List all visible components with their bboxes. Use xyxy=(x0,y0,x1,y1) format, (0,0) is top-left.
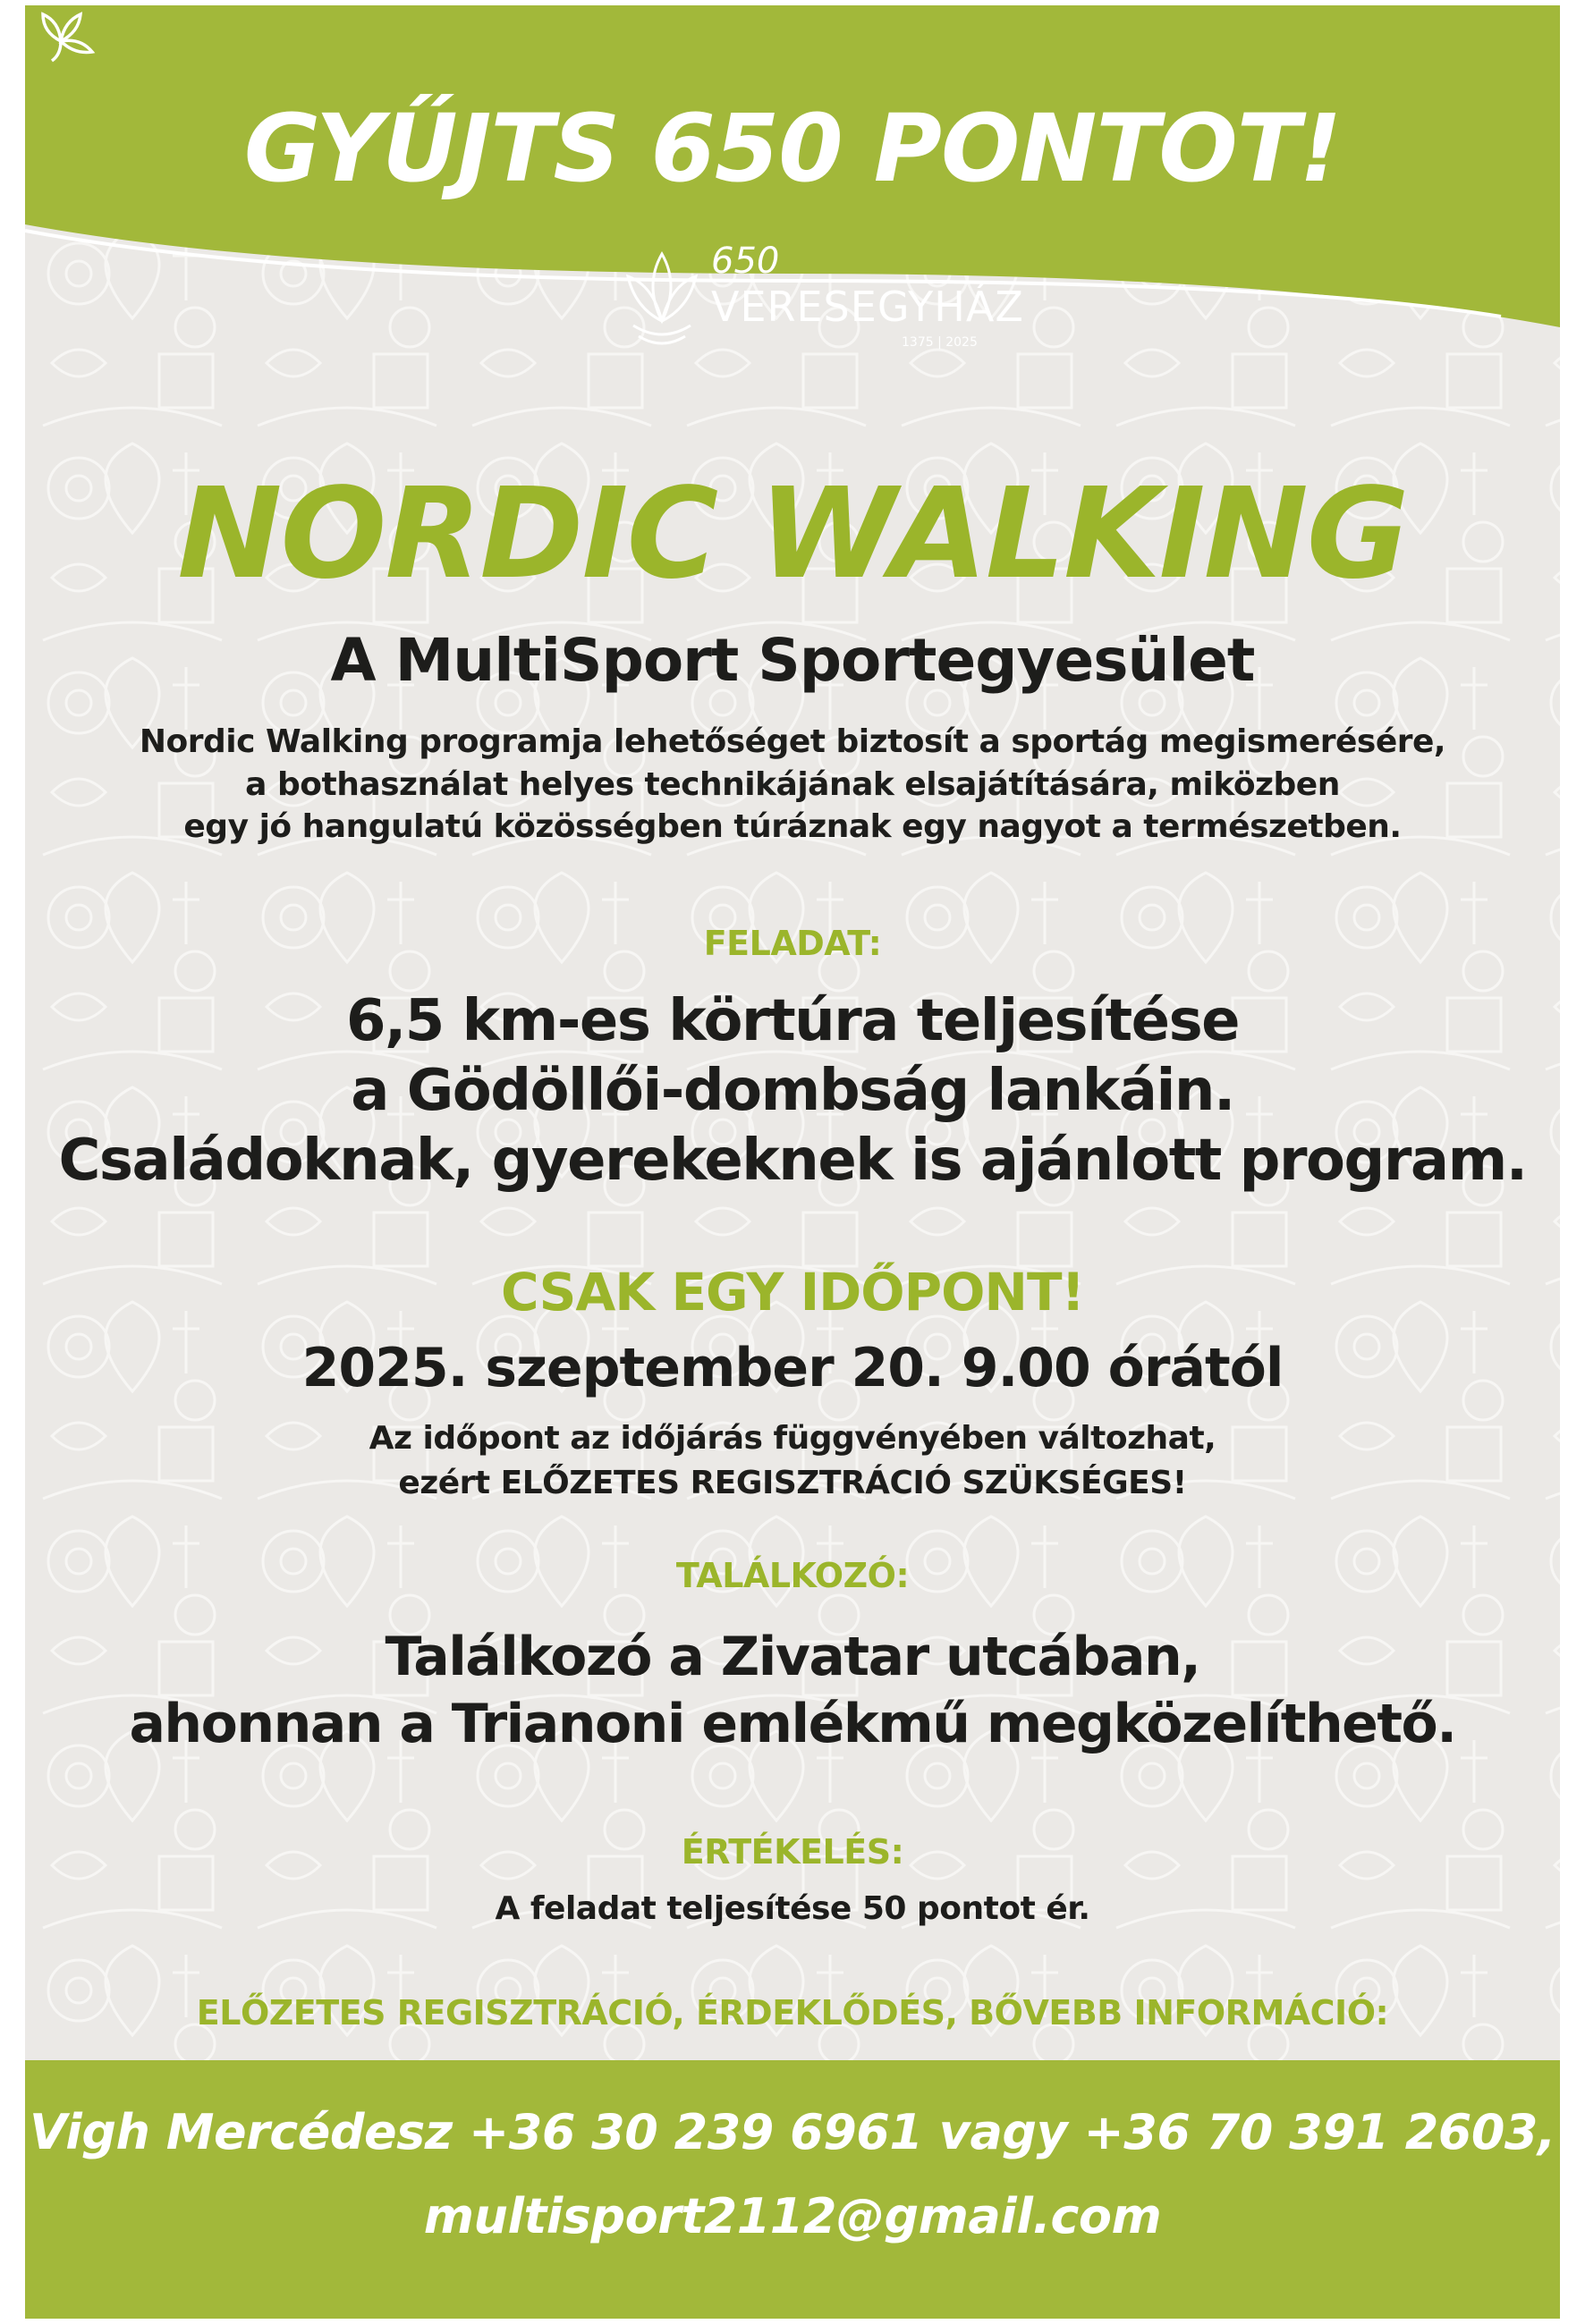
organizer-subtitle: A MultiSport Sportegyesület xyxy=(330,626,1255,695)
date-note-line: Az időpont az időjárás függvényében változhat, xyxy=(369,1420,1216,1457)
eval-label: ÉRTÉKELÉS: xyxy=(681,1832,904,1872)
meeting-line: ahonnan a Trianoni emlékmű megközelíthető. xyxy=(129,1693,1456,1755)
meeting-label: TALÁLKOZÓ: xyxy=(675,1556,910,1595)
date-label: CSAK EGY IDŐPONT! xyxy=(501,1262,1084,1323)
intro-line: egy jó hangulatú közösségben túráznak egy nagyot a természetben. xyxy=(183,808,1402,846)
date-note-line: ezért ELŐZETES REGISZTRÁCIÓ SZÜKSÉGES! xyxy=(398,1465,1187,1502)
task-label: FELADAT: xyxy=(703,924,882,963)
logo-number: 650 xyxy=(711,241,780,282)
event-date: 2025. szeptember 20. 9.00 órától xyxy=(301,1337,1284,1399)
meeting-text xyxy=(25,1624,1560,1758)
header-banner xyxy=(25,5,1560,381)
veresegyhaz-logo xyxy=(617,236,1024,352)
poster-panel xyxy=(25,5,1560,2319)
date-note xyxy=(25,1416,1560,1507)
meeting-line: Találkozó a Zivatar utcában, xyxy=(385,1626,1200,1688)
intro-line: Nordic Walking programja lehetőséget biztosít a sportág megismerésére, xyxy=(139,723,1446,760)
intro-text xyxy=(25,721,1560,849)
lotus-icon xyxy=(617,236,707,352)
task-line: a Gödöllői-dombság lankáin. xyxy=(351,1058,1234,1125)
headline: GYŰJTS 650 PONTOT! xyxy=(243,94,1342,203)
intro-line: a bothasználat helyes technikájának elsajátítására, miközben xyxy=(245,765,1340,803)
contact-line: Vigh Mercédesz +36 30 239 6961 vagy +36 70 391 2603, xyxy=(29,2104,1556,2160)
task-line: 6,5 km-es körtúra teljesítése xyxy=(345,988,1240,1054)
event-title: NORDIC WALKING xyxy=(177,461,1408,607)
logo-text: VERESEGYHÁZ xyxy=(711,283,1024,331)
eval-text: A feladat teljesítése 50 pontot ér. xyxy=(495,1890,1090,1927)
leaf-icon xyxy=(25,5,97,77)
task-text xyxy=(25,986,1560,1196)
logo-years: 1375 | 2025 xyxy=(902,335,978,350)
footer-band xyxy=(25,2060,1560,2319)
register-label: ELŐZETES REGISZTRÁCIÓ, ÉRDEKLŐDÉS, BŐVEBB INFORMÁCIÓ: xyxy=(196,1993,1389,2032)
task-line: Családoknak, gyerekeknek is ajánlott program. xyxy=(58,1128,1527,1195)
contact-email[interactable]: multisport2112@gmail.com xyxy=(423,2188,1162,2244)
